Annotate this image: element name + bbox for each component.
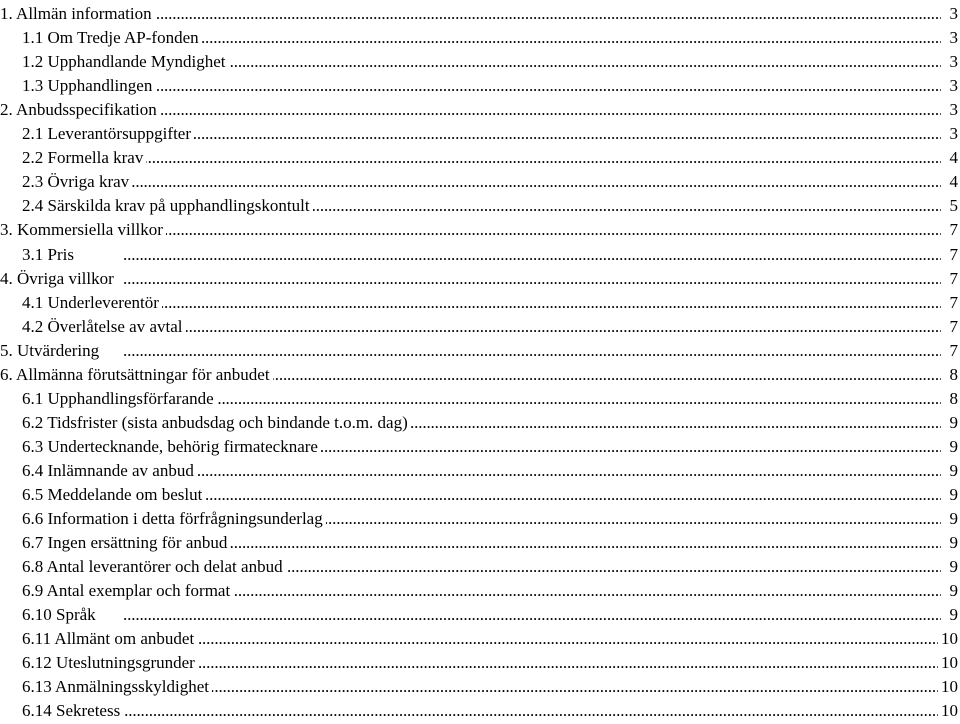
toc-entry[interactable] — [0, 289, 960, 313]
toc-entry[interactable] — [0, 529, 960, 553]
dot-leader — [411, 413, 941, 433]
dot-leader — [162, 293, 941, 313]
toc-entry-page-number: 10 — [941, 653, 958, 673]
toc-entry-title[interactable]: 6.14 Sekretess — [22, 701, 121, 721]
toc-entry-title[interactable]: 5. Utvärdering — [0, 340, 100, 360]
toc-entry-page-number: 9 — [949, 581, 958, 601]
toc-entry-title[interactable]: 6. Allmänna förutsättningar för anbudet — [0, 364, 270, 384]
dot-leader — [217, 389, 941, 409]
toc-entry-title[interactable]: 1.1 Om Tredje AP-fonden — [22, 28, 199, 48]
dot-leader — [99, 605, 941, 625]
toc-entry[interactable] — [0, 361, 960, 385]
dot-leader — [77, 245, 941, 265]
dot-leader — [155, 4, 941, 24]
dot-leader — [321, 437, 941, 457]
dot-leader — [194, 124, 941, 144]
toc-entry-title[interactable]: 6.11 Allmänt om anbudet — [22, 629, 195, 649]
dot-leader — [230, 533, 941, 553]
toc-entry[interactable] — [0, 144, 960, 168]
toc-entry[interactable] — [0, 649, 960, 673]
dot-leader — [202, 28, 941, 48]
toc-entry-page-number: 9 — [949, 533, 958, 553]
toc-entry-page-number: 7 — [949, 292, 958, 312]
toc-entry-title[interactable]: 6.5 Meddelande om beslut — [22, 485, 203, 504]
toc-entry-page-number: 9 — [949, 557, 958, 577]
toc-entry-title[interactable]: 6.9 Antal exemplar och format — [22, 581, 231, 601]
toc-entry-page-number: 7 — [949, 220, 958, 240]
dot-leader — [123, 701, 938, 721]
toc-entry[interactable] — [0, 553, 960, 577]
toc-entry[interactable] — [0, 505, 960, 529]
toc-entry-title[interactable]: 6.13 Anmälningsskyldighet — [22, 677, 209, 697]
toc-entry-page-number: 8 — [949, 388, 958, 408]
dot-leader — [212, 677, 938, 697]
toc-entry-page-number: 3 — [949, 52, 958, 72]
toc-entry[interactable] — [0, 433, 960, 457]
toc-entry[interactable] — [0, 265, 960, 289]
toc-entry[interactable] — [0, 577, 960, 601]
dot-leader — [326, 509, 941, 529]
dot-leader — [160, 100, 941, 120]
toc-entry-title[interactable]: 6.7 Ingen ersättning för anbud — [22, 533, 228, 553]
toc-entry-title[interactable]: 4.2 Överlåtelse av avtal — [22, 316, 183, 336]
toc-entry-title[interactable]: 2.2 Formella krav — [22, 148, 144, 168]
dot-leader — [117, 269, 941, 289]
toc-entry-title[interactable]: 6.8 Antal leverantörer och delat anbud — [22, 557, 283, 577]
toc-entry-title[interactable]: 1.3 Upphandlingen — [22, 76, 153, 96]
toc-entry[interactable] — [0, 697, 960, 721]
dot-leader — [229, 52, 942, 72]
toc-entry-page-number: 9 — [949, 436, 958, 456]
toc-entry-page-number: 3 — [949, 100, 958, 120]
toc-entry[interactable] — [0, 313, 960, 337]
toc-entry[interactable] — [0, 625, 960, 649]
toc-entry-title[interactable]: 6.3 Undertecknande, behörig firmatecknare — [22, 436, 318, 456]
toc-entry-title[interactable]: 1. Allmän information — [0, 4, 152, 23]
toc-entry[interactable] — [0, 48, 960, 72]
toc-entry-page-number: 10 — [941, 629, 958, 649]
toc-entry-page-number: 3 — [949, 28, 958, 48]
toc-entry-title[interactable]: 4. Övriga villkor — [0, 268, 114, 288]
dot-leader — [286, 557, 941, 577]
toc-entry-title[interactable]: 3.1 Pris — [22, 244, 74, 264]
toc-entry[interactable] — [0, 24, 960, 48]
toc-entry-page-number: 3 — [949, 4, 958, 23]
toc-entry-page-number: 9 — [949, 509, 958, 529]
toc-entry[interactable] — [0, 337, 960, 361]
toc-entry-title[interactable]: 3. Kommersiella villkor — [0, 220, 163, 240]
toc-entry[interactable] — [0, 0, 960, 24]
toc-entry-page-number: 5 — [949, 196, 958, 216]
dot-leader — [197, 629, 938, 649]
toc-entry-title[interactable]: 2.1 Leverantörsuppgifter — [22, 124, 191, 144]
dot-leader — [146, 148, 941, 168]
dot-leader — [205, 485, 941, 505]
toc-entry[interactable] — [0, 168, 960, 192]
toc-entry-title[interactable]: 1.2 Upphandlande Myndighet — [22, 52, 226, 72]
toc-entry-title[interactable]: 2.3 Övriga krav — [22, 172, 130, 192]
toc-entry-page-number: 10 — [941, 701, 958, 721]
toc-entry-page-number: 7 — [949, 244, 958, 264]
toc-entry-title[interactable]: 2.4 Särskilda krav på upphandlingskontult — [22, 196, 310, 216]
toc-entry-title[interactable]: 6.12 Uteslutningsgrunder — [22, 653, 195, 673]
dot-leader — [198, 653, 938, 673]
toc-entry[interactable] — [0, 385, 960, 409]
toc-entry-page-number: 9 — [949, 605, 958, 625]
dot-leader — [233, 581, 941, 601]
dot-leader — [313, 196, 941, 216]
toc-entry-page-number: 9 — [949, 485, 958, 504]
toc-entry-page-number: 7 — [949, 316, 958, 336]
toc-entry-page-number: 3 — [949, 124, 958, 144]
toc-entry-title[interactable]: 4.1 Underleverentör — [22, 292, 159, 312]
toc-entry-page-number: 7 — [949, 340, 958, 360]
toc-entry[interactable] — [0, 673, 960, 697]
toc-entry-title[interactable]: 6.2 Tidsfrister (sista anbudsdag och bindande t.o.m. dag) — [22, 412, 408, 432]
toc-entry-page-number: 9 — [949, 460, 958, 480]
toc-entry[interactable] — [0, 216, 960, 240]
toc-entry-page-number: 9 — [949, 412, 958, 432]
toc-entry-page-number: 4 — [949, 148, 958, 168]
toc-entry-title[interactable]: 6.1 Upphandlingsförfarande — [22, 388, 214, 408]
dot-leader — [132, 172, 941, 192]
toc-entry-page-number: 10 — [941, 677, 958, 697]
toc-entry[interactable] — [0, 409, 960, 433]
toc-entry[interactable] — [0, 457, 960, 481]
dot-leader — [186, 317, 942, 337]
toc-entry[interactable] — [0, 192, 960, 216]
toc-entry-page-number: 7 — [949, 268, 958, 288]
toc-entry-page-number: 8 — [949, 364, 958, 384]
dot-leader — [155, 76, 941, 96]
dot-leader — [273, 365, 941, 385]
dot-leader — [197, 461, 941, 481]
dot-leader — [166, 220, 941, 240]
toc-entry[interactable] — [0, 96, 960, 120]
toc-entry-title[interactable]: 2. Anbudsspecifikation — [0, 100, 157, 120]
toc-entry[interactable] — [0, 120, 960, 144]
toc-entry[interactable] — [0, 481, 960, 505]
toc-entry[interactable] — [0, 601, 960, 625]
toc-entry-title[interactable]: 6.10 Språk — [22, 605, 96, 625]
toc-entry-title[interactable]: 6.4 Inlämnande av anbud — [22, 460, 194, 480]
toc-entry[interactable] — [0, 72, 960, 96]
toc-entry[interactable] — [0, 241, 960, 265]
dot-leader — [102, 341, 941, 361]
toc-entry-title[interactable]: 6.6 Information i detta förfrågningsunderlag — [22, 509, 323, 529]
toc-entry-page-number: 4 — [949, 172, 958, 192]
toc-entry-page-number: 3 — [949, 76, 958, 96]
